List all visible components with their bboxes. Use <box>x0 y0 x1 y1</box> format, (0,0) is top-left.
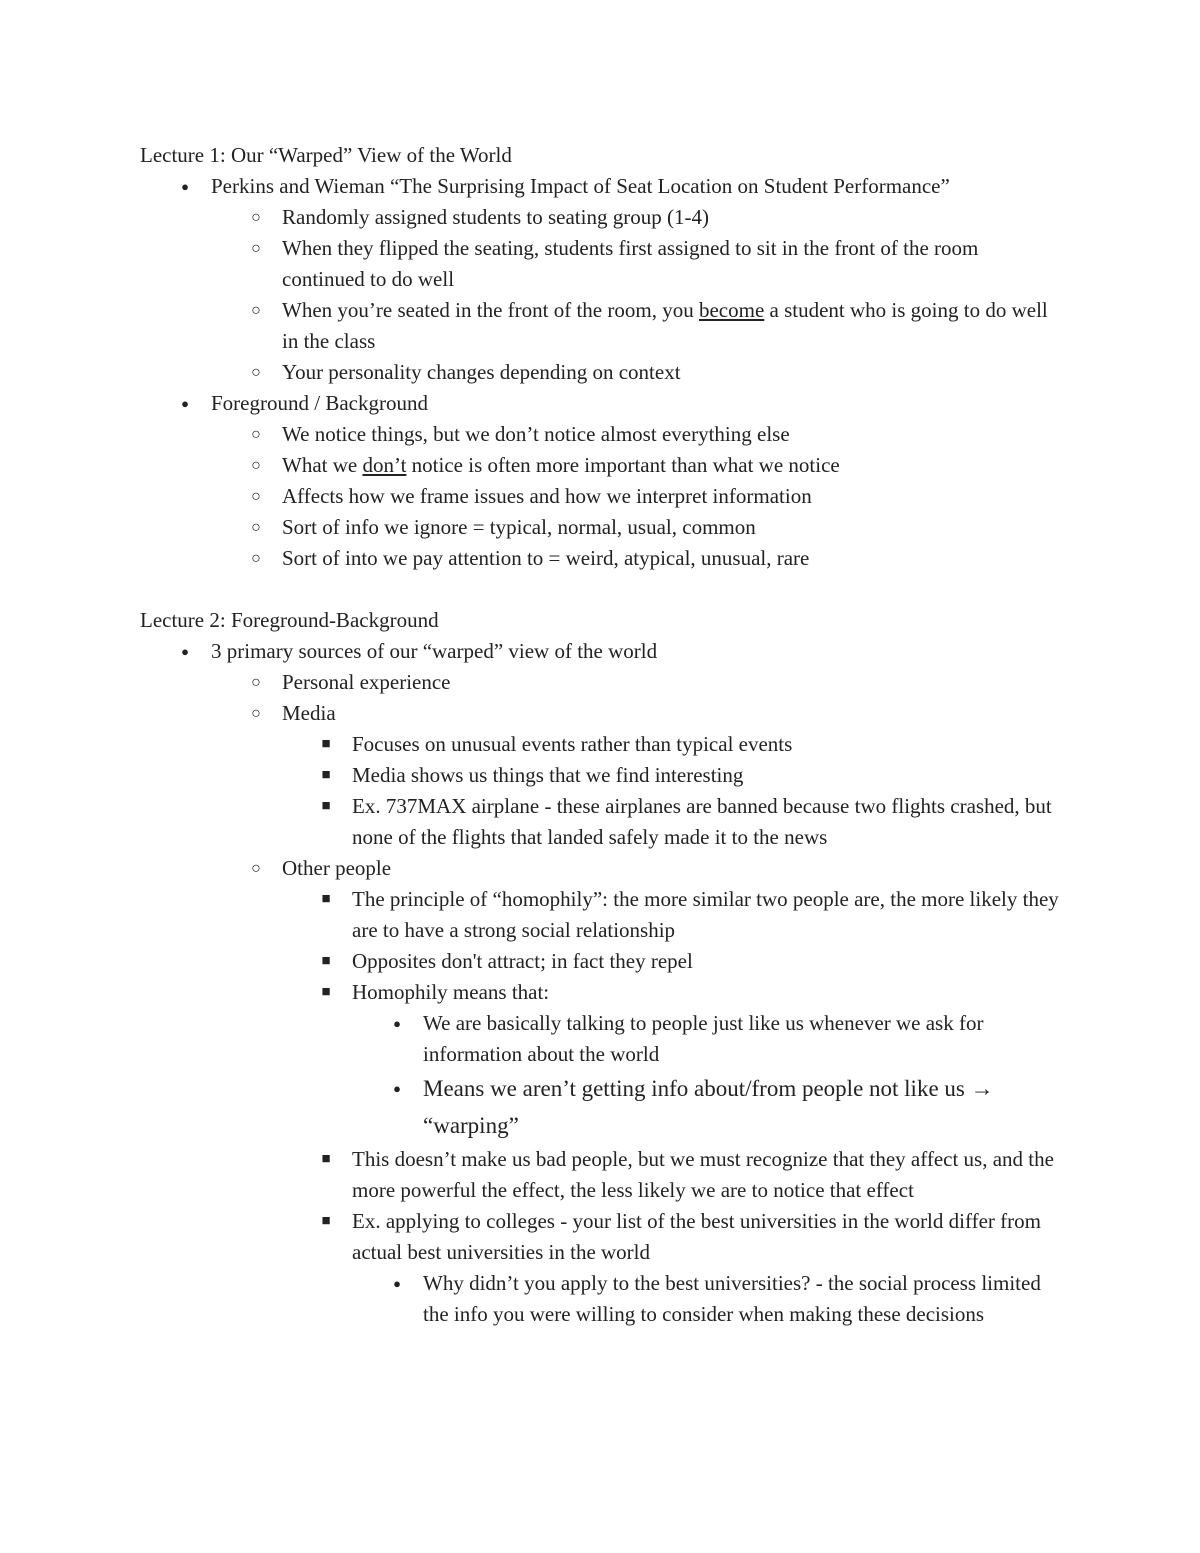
circle-bullet-icon: ○ <box>251 705 261 722</box>
list-item: ● Why didn’t you apply to the best universities? - the social process limited the info you were willing to consider when making these decisions <box>423 1268 1060 1330</box>
list-item: ○ When they flipped the seating, students first assigned to sit in the front of the room continued to do well <box>282 233 1060 295</box>
square-bullet-icon: ■ <box>321 798 331 814</box>
circle-bullet-icon: ○ <box>251 209 261 226</box>
square-bullet-icon: ■ <box>321 984 331 1000</box>
circle-bullet-icon: ○ <box>251 302 261 319</box>
list-item: ○ What we don’t notice is often more important than what we notice <box>282 450 1060 481</box>
square-bullet-icon: ■ <box>321 1213 331 1229</box>
lecture-2-list <box>140 636 1060 1330</box>
list-item: ● 3 primary sources of our “warped” view of the world <box>211 636 1060 667</box>
circle-bullet-icon: ○ <box>251 860 261 877</box>
square-bullet-icon: ■ <box>321 953 331 969</box>
list-item: ○ When you’re seated in the front of the room, you become a student who is going to do well in the class <box>282 295 1060 357</box>
disc-bullet-icon: ● <box>181 396 189 411</box>
list-item: ■ Ex. 737MAX airplane - these airplanes are banned because two flights crashed, but none of the flights that landed safely made it to the news <box>352 791 1060 853</box>
list-item: ○ Affects how we frame issues and how we interpret information <box>282 481 1060 512</box>
list-item: ○ We notice things, but we don’t notice almost everything else <box>282 419 1060 450</box>
lecture-1-title: Lecture 1: Our “Warped” View of the World <box>140 143 512 167</box>
list-item: ● Foreground / Background <box>211 388 1060 419</box>
circle-bullet-icon: ○ <box>251 457 261 474</box>
section-spacer <box>140 574 1060 605</box>
disc-bullet-icon: ● <box>393 1276 401 1291</box>
list-item: ○ Sort of into we pay attention to = weird, atypical, unusual, rare <box>282 543 1060 574</box>
square-bullet-icon: ■ <box>321 736 331 752</box>
lecture-2-title: Lecture 2: Foreground-Background <box>140 608 439 632</box>
list-item: ■ Homophily means that: <box>352 977 1060 1008</box>
circle-bullet-icon: ○ <box>251 674 261 691</box>
disc-bullet-icon: ● <box>393 1016 401 1031</box>
list-item: ■ Media shows us things that we find interesting <box>352 760 1060 791</box>
underlined-word: become <box>698 298 765 322</box>
circle-bullet-icon: ○ <box>251 550 261 567</box>
disc-bullet-icon: ● <box>181 179 189 194</box>
list-item: ■ Focuses on unusual events rather than typical events <box>352 729 1060 760</box>
list-item: ● Means we aren’t getting info about/from people not like us → “warping” <box>423 1070 1060 1144</box>
list-item: ● We are basically talking to people just like us whenever we ask for information about the world <box>423 1008 1060 1070</box>
square-bullet-icon: ■ <box>321 1151 331 1167</box>
square-bullet-icon: ■ <box>321 891 331 907</box>
list-item: ■ Ex. applying to colleges - your list of the best universities in the world differ from actual best universities in the world <box>352 1206 1060 1268</box>
list-item: ■ The principle of “homophily”: the more similar two people are, the more likely they are to have a strong social relationship <box>352 884 1060 946</box>
disc-bullet-icon: ● <box>393 1081 401 1096</box>
underlined-word: don’t <box>362 453 407 477</box>
notes-content <box>140 140 1060 1330</box>
disc-bullet-icon: ● <box>181 644 189 659</box>
list-item: ○ Randomly assigned students to seating group (1-4) <box>282 202 1060 233</box>
list-item: ○ Personal experience <box>282 667 1060 698</box>
list-item: ○ Media <box>282 698 1060 729</box>
list-item: ● Perkins and Wieman “The Surprising Impact of Seat Location on Student Performance” <box>211 171 1060 202</box>
square-bullet-icon: ■ <box>321 767 331 783</box>
list-item: ○ Your personality changes depending on context <box>282 357 1060 388</box>
list-item: ○ Sort of info we ignore = typical, normal, usual, common <box>282 512 1060 543</box>
circle-bullet-icon: ○ <box>251 519 261 536</box>
list-item: ■ Opposites don't attract; in fact they repel <box>352 946 1060 977</box>
circle-bullet-icon: ○ <box>251 364 261 381</box>
lecture-1-list <box>140 171 1060 574</box>
list-item: ○ Other people <box>282 853 1060 884</box>
circle-bullet-icon: ○ <box>251 240 261 257</box>
circle-bullet-icon: ○ <box>251 426 261 443</box>
list-item: ■ This doesn’t make us bad people, but we must recognize that they affect us, and the more powerful the effect, the less likely we are to notice that effect <box>352 1144 1060 1206</box>
circle-bullet-icon: ○ <box>251 488 261 505</box>
